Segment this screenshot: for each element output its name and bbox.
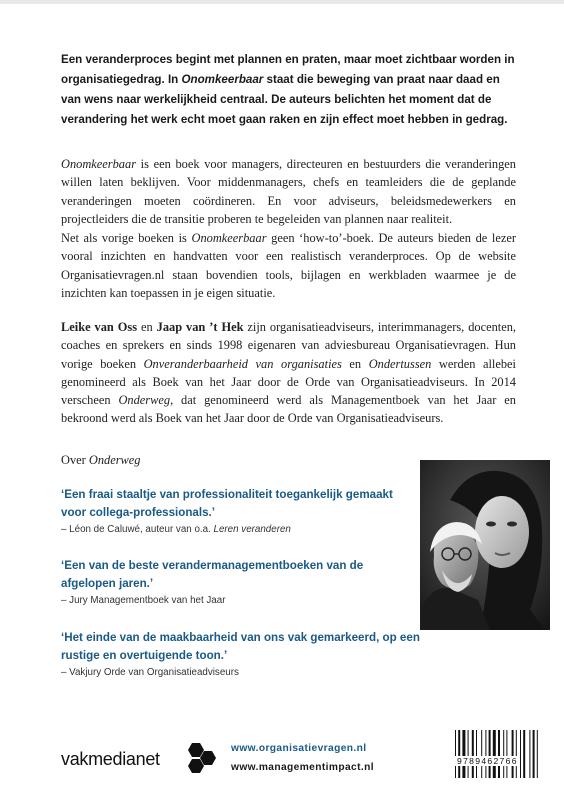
previous-book-title: Ondertussen	[368, 356, 432, 371]
hexagon-logo-icon	[183, 742, 219, 776]
review-quote	[61, 629, 421, 680]
approach-text: Net als vorige boeken is	[61, 231, 192, 245]
barcode-bar	[493, 730, 496, 778]
barcode-bar	[476, 730, 477, 778]
barcode-bar	[506, 730, 507, 778]
author-name: Jaap van ’t Hek	[156, 320, 244, 334]
quote-source: – Jury Managementboek van het Jaar	[61, 595, 226, 606]
quote-text: ‘Het einde van de maakbaarheid van ons vak gemarkeerd, op een rustige en overtuigende toon.’	[61, 631, 420, 662]
website-link[interactable]: www.organisatievragen.nl	[231, 743, 367, 754]
cover-edge	[0, 0, 564, 4]
barcode-bar	[520, 730, 521, 778]
barcode-bar	[481, 730, 482, 778]
barcode-bars	[453, 730, 557, 778]
website-links	[231, 739, 374, 777]
book-title: Onomkeerbaar	[191, 231, 267, 245]
description-paragraph	[61, 155, 516, 228]
barcode-bar	[516, 730, 517, 778]
barcode-bar	[489, 730, 491, 778]
quote-source-book: Leren veranderen	[213, 524, 291, 535]
approach-paragraph	[61, 229, 516, 302]
authors-photo	[420, 460, 550, 630]
barcode-bar	[512, 730, 514, 778]
previous-book-title: Onveranderbaarheid van organisaties	[143, 356, 342, 371]
quote-source-text: – Léon de Caluwé, auteur van o.a.	[61, 524, 214, 535]
quote-text: ‘Een fraai staaltje van professionaliteit toegankelijk gemaakt voor collega-professionals.’	[61, 488, 393, 519]
review-quote	[61, 486, 421, 537]
reviews-heading-book: Onderweg	[88, 453, 141, 467]
intro-paragraph	[61, 50, 516, 130]
reviews-heading-prefix: Over	[61, 453, 89, 467]
isbn-number: 9789462766	[457, 756, 518, 766]
barcode-bar	[529, 730, 530, 778]
review-quote	[61, 557, 421, 608]
reviews-heading	[61, 452, 141, 468]
barcode-bar	[472, 730, 474, 778]
quote-source: – Vakjury Orde van Organisatieadviseurs	[61, 667, 239, 678]
barcode-bar	[455, 730, 456, 778]
approach-text-cont: geen ‘how-to’-boek. De auteurs bieden de lezer vooral inzichten en handvatten voor een realistisch veranderproces. Op de website Organisatievragen.nl staan bovendien tools, bijlagen en werkbladen waarmee je de inzichten kan toepassen in je eigen situatie.	[61, 231, 516, 300]
description-text: is een boek voor managers, directeuren en bestuurders die veranderingen willen laten beklijven. Voor middenmanagers, chefs en teamleiders die de geplande veranderingen moeten coördineren. En voor adviseurs, beleidsmedewerkers en projectleiders die de transitie proberen te begeleiden van plannen naar realiteit.	[61, 157, 516, 226]
barcode-bar	[458, 730, 460, 778]
barcode-bar	[462, 730, 465, 778]
quote-text: ‘Een van de beste verandermanagementboeken van de afgelopen jaren.’	[61, 559, 364, 590]
barcode-bar	[468, 730, 469, 778]
website-link[interactable]: www.managementimpact.nl	[231, 762, 374, 773]
authors-text: en	[341, 356, 369, 371]
authors-text: en	[137, 320, 157, 334]
book-title: Onomkeerbaar	[61, 157, 137, 171]
barcode-bar	[485, 730, 486, 778]
barcode-bar	[523, 730, 525, 778]
barcode-bar	[503, 730, 504, 778]
intro-text: Een veranderproces begint met plannen en praten, maar moet zichtbaar worden in organisatiegedrag. In	[61, 53, 515, 86]
authors-text: werden allebei genomineerd als Boek van het Jaar door de Orde van Organisatieadviseurs. In 2014 verscheen	[61, 356, 516, 408]
author-name: Leike van Oss	[61, 320, 138, 334]
publisher-name: vakmedianet	[61, 749, 160, 769]
previous-book-title: Onderweg	[118, 393, 171, 408]
barcode-bar	[537, 730, 538, 778]
intro-text-cont: staat die beweging van praat naar daad en van wens naar werkelijkheid centraal. De auteurs belichten het moment dat de verandering het werk echt moet gaan raken en zijn effect moet hebben in gedrag.	[61, 73, 508, 126]
barcode-bar	[533, 730, 535, 778]
quote-source	[61, 523, 421, 537]
intro-book-title: Onomkeerbaar	[181, 73, 264, 86]
publisher-logo	[61, 742, 226, 776]
authors-paragraph	[61, 318, 516, 428]
authors-text: zijn organisatieadviseurs, interimmanagers, docenten, coaches en sprekers en sinds 1998 eigenaren van adviesbureau Organisatievragen. Hun vorige boeken	[61, 320, 517, 371]
barcode-bar	[498, 730, 500, 778]
authors-text: , dat genomineerd werd als Managementboek van het Jaar en bekroond werd als Boek van het Jaar door de Orde van Organisatieadviseurs.	[61, 393, 516, 426]
